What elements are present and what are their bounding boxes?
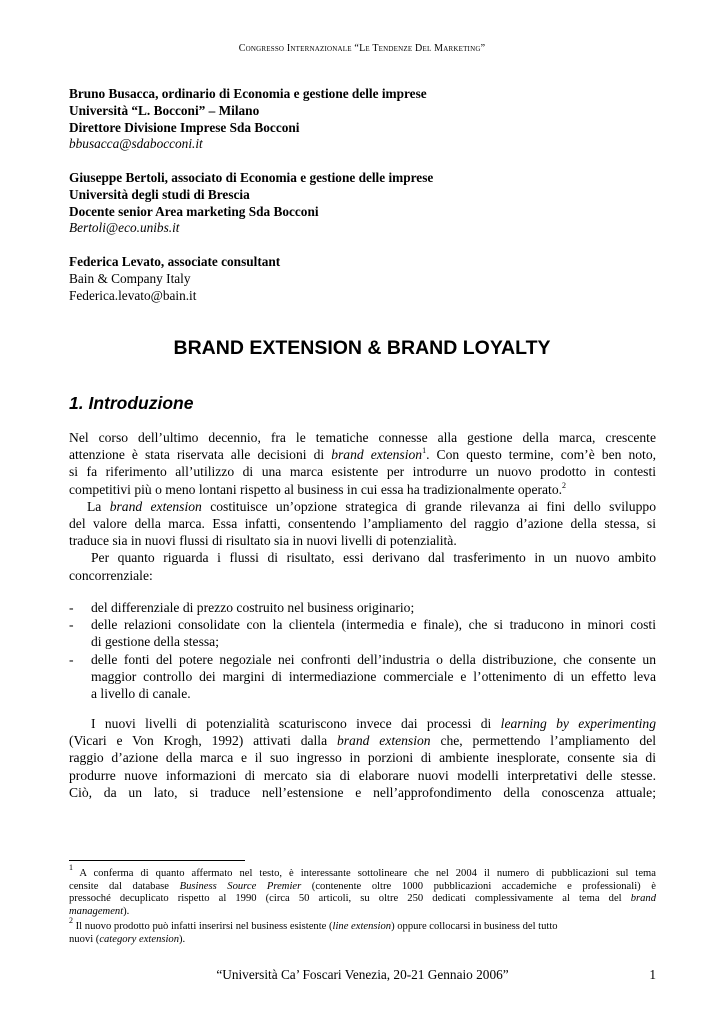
p4-line-2 (69, 732, 656, 749)
fn1-line-2-c: (contenente oltre 1000 pubblicazioni accademiche e professionali) è (301, 880, 656, 892)
p4-term-learning: learning by experimenting (500, 716, 656, 731)
list-item-2-line-2: di gestione della stessa; (91, 634, 219, 650)
fn1-line-3-b: brand (630, 893, 656, 904)
fn1-line-1 (69, 863, 656, 881)
page-number: 1 (649, 967, 656, 982)
list-item-2-line-1: delle relazioni consolidate con la clientela (intermedia e finale), che si traducono in minori costi (91, 617, 656, 633)
p1-line-2-a: attenzione è stata riservata alle decisioni di (69, 447, 332, 463)
author-1-name-role: Bruno Busacca, ordinario di Economia e gestione delle imprese (69, 86, 427, 101)
list-item (69, 599, 656, 616)
footnote-ref-1[interactable]: 1 (422, 446, 427, 456)
fn2-line-1-a: Il nuovo prodotto può infatti inserirsi nel business esistente ( (73, 921, 333, 932)
p2-line-1-a: La (87, 498, 110, 514)
p2-line-1 (69, 498, 656, 515)
fn1-line-2-a: censite dal database (69, 880, 180, 892)
author-3-affiliation: Bain & Company Italy (69, 270, 191, 286)
p1-line-1: Nel corso dell’ultimo decennio, fra le tematiche connesse alla gestione della marca, crescente (69, 430, 656, 445)
p2-line-3: traduce sia in nuovi flussi di risultato sia in nuovi livelli di potenzialità. (69, 533, 457, 549)
fn2-line-2 (69, 934, 656, 947)
fn2-line-2-a: nuovi ( (69, 933, 100, 945)
list-item (69, 651, 656, 703)
list-dash: - (69, 617, 74, 633)
fn1-line-3 (69, 893, 656, 906)
fn1-line-4 (69, 906, 656, 919)
author-2-name-role: Giuseppe Bertoli, associato di Economia e gestione delle imprese (69, 170, 434, 185)
list-item-1-line-1: del differenziale di prezzo costruito nel business originario; (91, 600, 415, 615)
author-block-2 (69, 170, 433, 237)
result-flows-list (69, 599, 656, 702)
fn1-database-name: Business Source Premier (179, 880, 302, 892)
p2-term-brand-extension: brand extension (109, 498, 202, 514)
author-3-name-role: Federica Levato, associate consultant (69, 254, 281, 269)
p4-line-3: raggio d’azione della marca e il suo ingresso in porzioni di ambiente inesplorate, consente sia di (69, 750, 656, 766)
p2-line-2: del valore della marca. Essa infatti, consentendo l’ampliamento del raggio d’azione della stessa, si (69, 516, 656, 532)
fn1-line-2 (69, 881, 656, 894)
p4-line-1 (69, 715, 656, 732)
list-item-3-line-3: a livello di canale. (91, 686, 191, 702)
p1-term-brand-extension: brand extension (331, 447, 423, 463)
p1-line-2 (69, 446, 656, 463)
fn1-line-1-text: A conferma di quanto affermato nel testo, è interessante sottolineare che nel 2004 il numero di pubblicazioni sul tema (73, 868, 656, 879)
fn2-line-2-c: ). (179, 933, 186, 945)
p4-line-1-a: I nuovi livelli di potenzialità scaturiscono invece dai processi di (91, 716, 501, 731)
p1-line-4-text: competitivi più o meno lontani rispetto al business in cui essa ha tradizionalmente operato. (69, 481, 563, 497)
author-block-1 (69, 86, 427, 153)
author-block-3 (69, 254, 280, 304)
intro-paragraphs (69, 429, 656, 584)
author-1-email: bbusacca@sdabocconi.it (69, 136, 203, 152)
footnote-1 (69, 863, 656, 918)
p1-line-2-c: . Con questo termine, com’è ben noto, (426, 447, 657, 463)
fn2-mark: 2 (69, 916, 73, 925)
paper-title: BRAND EXTENSION & BRAND LOYALTY (173, 337, 551, 359)
author-2-affiliation: Università degli studi di Brescia (69, 186, 250, 202)
author-2-email: Bertoli@eco.unibs.it (69, 220, 180, 236)
footnote-ref-2[interactable]: 2 (562, 480, 567, 490)
p4-term-brand-extension: brand extension (336, 733, 431, 749)
fn2-term-line-extension: line extension (332, 921, 392, 932)
list-dash: - (69, 651, 74, 667)
p4-line-4: produrre nuove informazioni di mercato sia di elaborare nuovi modelli interpretativi delle stesse. (69, 767, 656, 783)
p2-line-1-c: costituisce un’opzione strategica di grande rilevanza ai fini dello sviluppo (201, 498, 656, 514)
list-dash: - (69, 600, 74, 615)
p4-line-5: Ciò, da un lato, si traduce nell’estensione e nell’approfondimento della conoscenza attuale; (69, 784, 656, 800)
potential-paragraph (69, 715, 656, 801)
fn2-line-1-c: ) oppure collocarsi in business del tutto (391, 921, 558, 932)
fn2-line-1 (69, 916, 656, 934)
page-footer (69, 967, 656, 983)
running-header (0, 43, 724, 54)
footer-conference: “Università Ca’ Foscari Venezia, 20-21 Gennaio 2006” (216, 967, 509, 982)
footnote-2 (69, 916, 656, 946)
running-header-text: Congresso Internazionale “Le Tendenze Del Marketing” (238, 43, 486, 54)
author-1-affiliation: Università “L. Bocconi” – Milano (69, 102, 260, 118)
list-item (69, 616, 656, 650)
p3-line-2: concorrenziale: (69, 567, 153, 583)
fn1-line-4-a: management (69, 905, 124, 917)
p3-line-1: Per quanto riguarda i flussi di risultato, essi derivano dal trasferimento in un nuovo ambito (91, 550, 656, 566)
author-2-position: Docente senior Area marketing Sda Bocconi (69, 203, 319, 219)
fn1-line-3-a: pressoché decuplicato rispetto al 1990 (circa 50 articoli, su oltre 250 dedicati complessivamente al tema del (69, 893, 631, 904)
p4-line-2-c: che, permettendo l’ampliamento del (430, 733, 657, 749)
p1-line-3: si fa riferimento all’utilizzo di una marca esistente per introdurre un nuovo prodotto in contesti (69, 464, 656, 480)
footnote-separator (69, 860, 245, 861)
p1-line-4 (69, 481, 656, 498)
fn1-mark: 1 (69, 863, 73, 872)
section-heading: 1. Introduzione (69, 393, 194, 413)
author-3-email: Federica.levato@bain.it (69, 287, 197, 303)
list-item-3-line-1: delle fonti del potere negoziale nei confronti dell’industria o della distribuzione, che consente un (91, 651, 656, 667)
author-1-position: Direttore Divisione Imprese Sda Bocconi (69, 119, 300, 135)
p4-line-2-a: (Vicari e Von Krogh, 1992) attivati dalla (69, 733, 337, 749)
fn2-term-category-extension: category extension (99, 933, 180, 945)
list-item-3-line-2: maggior controllo dei margini di intermediazione commerciale e l’ottenimento di un effetto leva (91, 668, 656, 684)
fn1-line-4-b: ). (123, 905, 130, 917)
